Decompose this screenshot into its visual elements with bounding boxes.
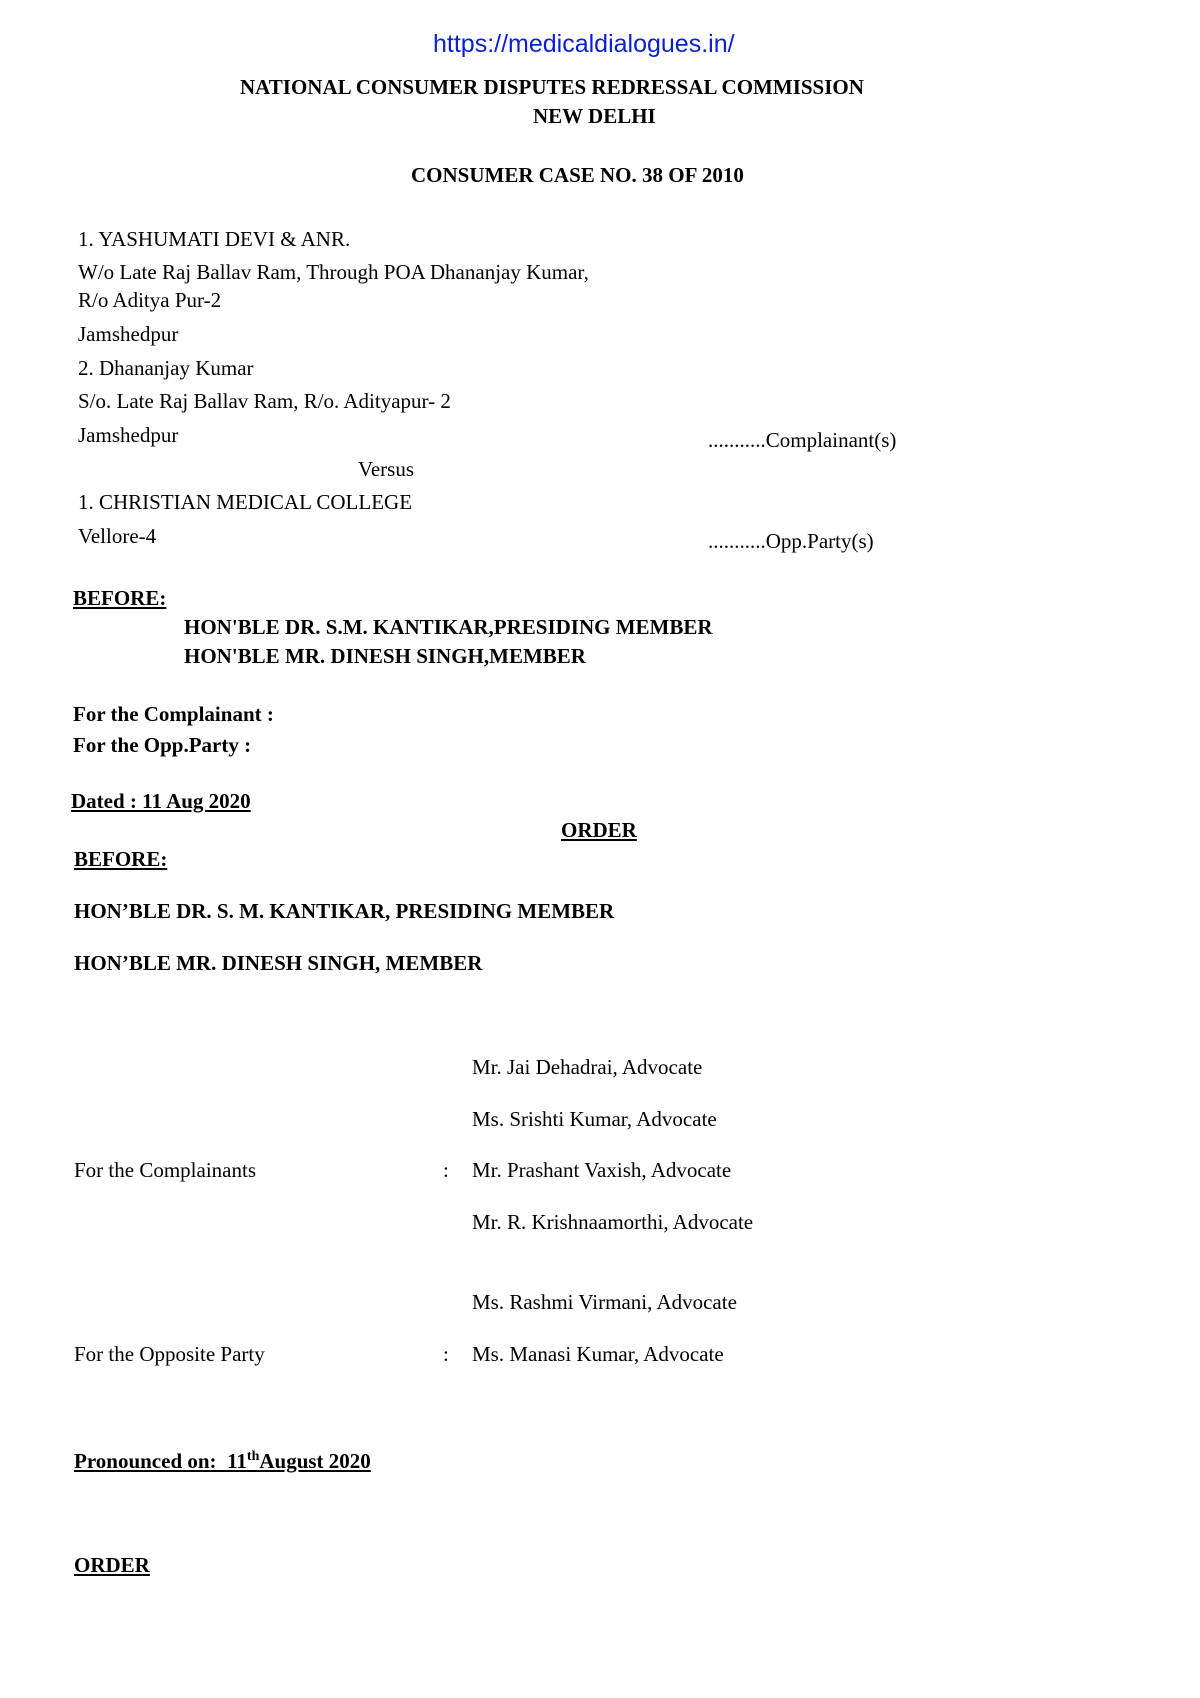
complainant-line: Jamshedpur	[78, 322, 179, 346]
order-member: HON’BLE MR. DINESH SINGH, MEMBER	[74, 951, 483, 975]
opp-party-line: 1. CHRISTIAN MEDICAL COLLEGE	[78, 490, 413, 514]
counsel-complainant: Mr. Jai Dehadrai, Advocate	[472, 1055, 703, 1079]
complainant-line: W/o Late Raj Ballav Ram, Through POA Dhananjay Kumar,	[78, 260, 589, 284]
versus-label: Versus	[358, 457, 414, 481]
pronounced-line	[74, 1449, 371, 1474]
counsel-complainant: Mr. R. Krishnaamorthi, Advocate	[472, 1210, 754, 1234]
dated-line: Dated : 11 Aug 2020	[71, 789, 251, 813]
order-heading: ORDER	[561, 818, 637, 842]
counsel-complainants-label: For the Complainants	[74, 1158, 256, 1182]
commission-city: NEW DELHI	[533, 104, 656, 128]
pronounced-suffix: th	[246, 1449, 260, 1464]
opp-party-role: ...........Opp.Party(s)	[708, 529, 874, 553]
appearance-opp-party: For the Opp.Party :	[73, 733, 252, 757]
pronounced-label: Pronounced on:	[74, 1449, 217, 1473]
counsel-complainant: Ms. Srishti Kumar, Advocate	[472, 1107, 717, 1131]
bench-member: HON'BLE DR. S.M. KANTIKAR,PRESIDING MEMBER	[184, 615, 713, 639]
order-footer-heading: ORDER	[74, 1553, 150, 1577]
counsel-colon: :	[443, 1158, 449, 1182]
counsel-complainant: Mr. Prashant Vaxish, Advocate	[472, 1158, 732, 1182]
bench-label: BEFORE:	[73, 586, 167, 610]
source-url[interactable]: https://medicaldialogues.in/	[433, 30, 735, 58]
complainant-line: 1. YASHUMATI DEVI & ANR.	[78, 227, 351, 251]
case-number: CONSUMER CASE NO. 38 OF 2010	[411, 163, 744, 187]
bench-member: HON'BLE MR. DINESH SINGH,MEMBER	[184, 644, 586, 668]
counsel-opp-label: For the Opposite Party	[74, 1342, 265, 1366]
complainant-line: Jamshedpur	[78, 423, 179, 447]
complainant-line: R/o Aditya Pur-2	[78, 288, 222, 312]
commission-title: NATIONAL CONSUMER DISPUTES REDRESSAL COMMISSION	[240, 75, 864, 99]
counsel-colon: :	[443, 1342, 449, 1366]
counsel-opp: Ms. Rashmi Virmani, Advocate	[472, 1290, 737, 1314]
order-before-label: BEFORE:	[74, 847, 168, 871]
order-member: HON’BLE DR. S. M. KANTIKAR, PRESIDING MEMBER	[74, 899, 615, 923]
appearance-complainant: For the Complainant :	[73, 702, 274, 726]
complainant-role: ...........Complainant(s)	[708, 428, 897, 452]
counsel-opp: Ms. Manasi Kumar, Advocate	[472, 1342, 724, 1366]
complainant-line: 2. Dhananjay Kumar	[78, 356, 254, 380]
pronounced-rest: August 2020	[259, 1449, 371, 1473]
pronounced-day: 11	[227, 1449, 247, 1473]
complainant-line: S/o. Late Raj Ballav Ram, R/o. Adityapur- 2	[78, 389, 451, 413]
opp-party-line: Vellore-4	[78, 524, 157, 548]
